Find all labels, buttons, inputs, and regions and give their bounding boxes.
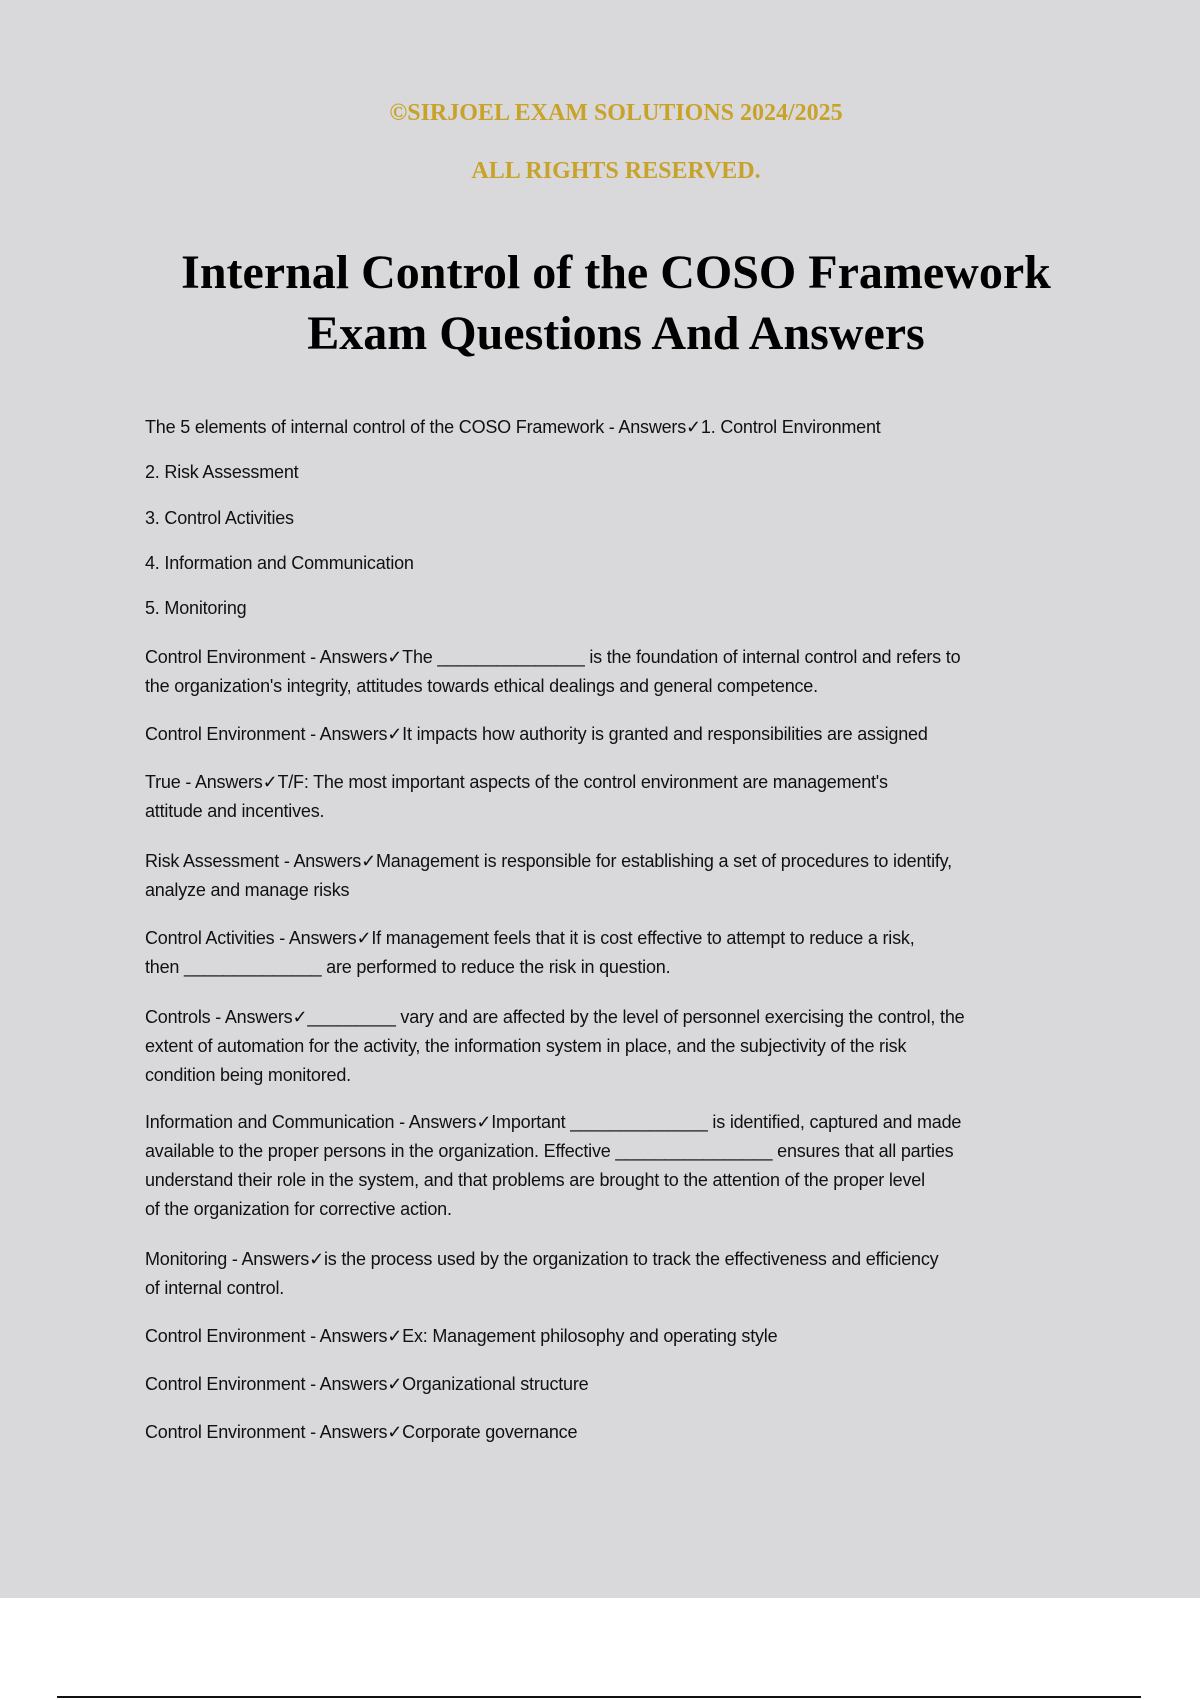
- document-title-line-1: Internal Control of the COSO Framework: [181, 246, 1051, 299]
- qa-line: condition being monitored.: [145, 1065, 351, 1085]
- qa-item: [145, 413, 881, 442]
- qa-line: available to the proper persons in the organization. Effective ________________ ensures that all parties: [145, 1141, 954, 1161]
- qa-item: [145, 847, 952, 905]
- qa-line: of the organization for corrective action.: [145, 1199, 452, 1219]
- qa-line: Control Environment - Answers✓Organizational structure: [145, 1374, 589, 1394]
- qa-line: the organization's integrity, attitudes towards ethical dealings and general competence.: [145, 676, 818, 696]
- qa-line: True - Answers✓T/F: The most important aspects of the control environment are management's: [145, 772, 888, 792]
- qa-line: 2. Risk Assessment: [145, 462, 299, 482]
- qa-line: extent of automation for the activity, the information system in place, and the subjectivity of the risk: [145, 1036, 907, 1056]
- qa-item: [145, 720, 928, 749]
- qa-item: [145, 643, 960, 701]
- qa-line: understand their role in the system, and that problems are brought to the attention of the proper level: [145, 1170, 925, 1190]
- qa-line: Control Activities - Answers✓If management feels that it is cost effective to attempt to reduce a risk,: [145, 928, 915, 948]
- qa-item: [145, 594, 246, 623]
- qa-line: Control Environment - Answers✓The _______________ is the foundation of internal control and refers to: [145, 647, 961, 667]
- qa-item: [145, 504, 294, 533]
- qa-item: [145, 458, 298, 487]
- qa-item: [145, 768, 888, 826]
- copyright-notice: ©SIRJOEL EXAM SOLUTIONS 2024/2025: [389, 100, 843, 126]
- qa-line: attitude and incentives.: [145, 801, 325, 821]
- qa-line: analyze and manage risks: [145, 880, 350, 900]
- qa-line: Monitoring - Answers✓is the process used by the organization to track the effectiveness and efficiency: [145, 1249, 939, 1269]
- qa-line: then ______________ are performed to reduce the risk in question.: [145, 957, 671, 977]
- qa-item: [145, 1245, 938, 1303]
- document-title-line-2: Exam Questions And Answers: [307, 307, 925, 360]
- qa-line: 3. Control Activities: [145, 508, 294, 528]
- qa-line: Risk Assessment - Answers✓Management is responsible for establishing a set of procedures to identify,: [145, 851, 952, 871]
- qa-item: [145, 1370, 588, 1399]
- qa-line: 5. Monitoring: [145, 598, 247, 618]
- qa-item: [145, 924, 915, 982]
- qa-line: Controls - Answers✓_________ vary and are affected by the level of personnel exercising the control, the: [145, 1007, 965, 1027]
- qa-line: of internal control.: [145, 1278, 285, 1298]
- rights-notice: ALL RIGHTS RESERVED.: [471, 158, 761, 184]
- qa-item: [145, 1418, 577, 1447]
- footer-divider: [57, 1696, 1141, 1698]
- qa-item: [145, 1003, 964, 1090]
- qa-line: Control Environment - Answers✓Ex: Management philosophy and operating style: [145, 1326, 778, 1346]
- qa-item: [145, 1322, 777, 1351]
- qa-item: [145, 1108, 961, 1224]
- qa-item: [145, 549, 414, 578]
- qa-line: 4. Information and Communication: [145, 553, 414, 573]
- qa-line: Information and Communication - Answers✓Important ______________ is identified, captured and made: [145, 1112, 962, 1132]
- qa-line: Control Environment - Answers✓Corporate governance: [145, 1422, 578, 1442]
- qa-line: Control Environment - Answers✓It impacts how authority is granted and responsibilities are assigned: [145, 724, 928, 744]
- qa-line: The 5 elements of internal control of the COSO Framework - Answers✓1. Control Environment: [145, 417, 881, 437]
